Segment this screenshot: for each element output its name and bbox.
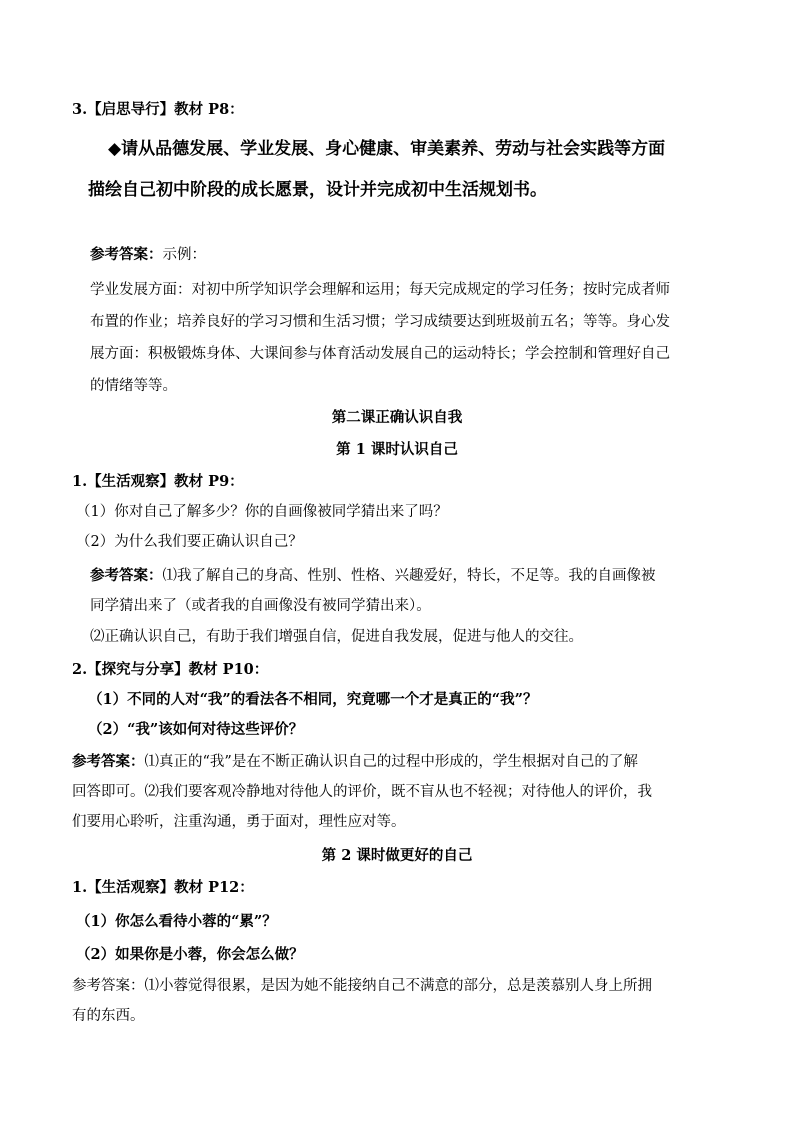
answer-line	[72, 976, 652, 996]
question-item: （2）如果你是小蓉，你会怎么做？	[76, 946, 304, 963]
answer-line	[72, 752, 638, 772]
answer-line: 同学猜出来了（或者我的自画像没有被同学猜出来）。	[90, 598, 431, 614]
answer-label: 参考答案：	[72, 978, 145, 994]
answer-intro-line	[90, 245, 206, 265]
section-heading: 3.【启思导行】教材 P8：	[72, 101, 244, 118]
answer-label: 参考答案：	[90, 246, 163, 263]
answer-line: 布置的作业；培养良好的学习习惯和生活习惯；学习成绩要达到班圾前五名；等等。身心发	[90, 314, 670, 330]
question-item: （1）你怎么看待小蓉的“累”？	[76, 913, 277, 930]
answer-line: 展方面：积极锻炼身体、大课间参与体育活动发展自己的运动特长；学会控制和管理好自己	[90, 346, 670, 362]
answer-line: 学业发展方面：对初中所学知识学会理解和运用；每天完成规定的学习任务；按时完成者师	[90, 282, 670, 298]
question-item: （2）“我”该如何对待这些评价？	[88, 721, 304, 738]
answer-text: ⑴我了解自己的身高、性别、性格、兴趣爱好，特长，不足等。我的自画像被	[162, 568, 656, 584]
answer-intro: 示例：	[162, 247, 206, 263]
question-heading: 1.【生活观察】教材 P12：	[72, 879, 254, 896]
answer-label: 参考答案：	[90, 567, 163, 584]
answer-line: 们要用心聆听，注重沟通，勇于面对，理性应对等。	[72, 814, 406, 830]
answer-text: ⑴真正的“我”是在不断正确认识自己的过程中形成的，学生根据对自己的了解	[144, 754, 638, 770]
period-title: 第 1 课时认识自己	[336, 441, 458, 458]
lesson-title: 第二课正确认识自我	[331, 409, 463, 426]
period-title: 第 2 课时做更好的自己	[321, 847, 473, 864]
question-item: （1）你对自己了解多少？你的自画像被同学猜出来了吗？	[76, 504, 448, 520]
answer-line: ⑵正确认识自己，有助于我们增强自信，促进自我发展，促进与他人的交往。	[90, 629, 583, 645]
answer-line: 有的东西。	[72, 1008, 145, 1024]
question-item: （2）为什么我们要正确认识自己？	[76, 534, 303, 550]
answer-line: 回答即可。⑵我们要客观冷静地对待他人的评价，既不盲从也不轻视；对待他人的评价，我	[72, 784, 652, 800]
question-item: （1）不同的人对“我”的看法各不相同，究竟哪一个才是真正的“我”？	[88, 691, 538, 708]
answer-line: 的情绪等等。	[90, 378, 177, 394]
prompt-line: ◆请从品德发展、学业发展、身心健康、审美素养、劳动与社会实践等方面	[108, 139, 666, 159]
answer-text: ⑴小蓉觉得很累，是因为她不能接纳自己不满意的部分，总是羡慕别人身上所拥	[144, 978, 652, 994]
answer-label: 参考答案：	[72, 753, 145, 770]
prompt-line: 描绘自己初中阶段的成长愿景，设计并完成初中生活规划书。	[88, 180, 547, 200]
question-heading: 1.【生活观察】教材 P9：	[72, 473, 244, 490]
question-heading: 2.【探究与分享】教材 P10：	[72, 661, 269, 678]
answer-line	[90, 566, 656, 586]
